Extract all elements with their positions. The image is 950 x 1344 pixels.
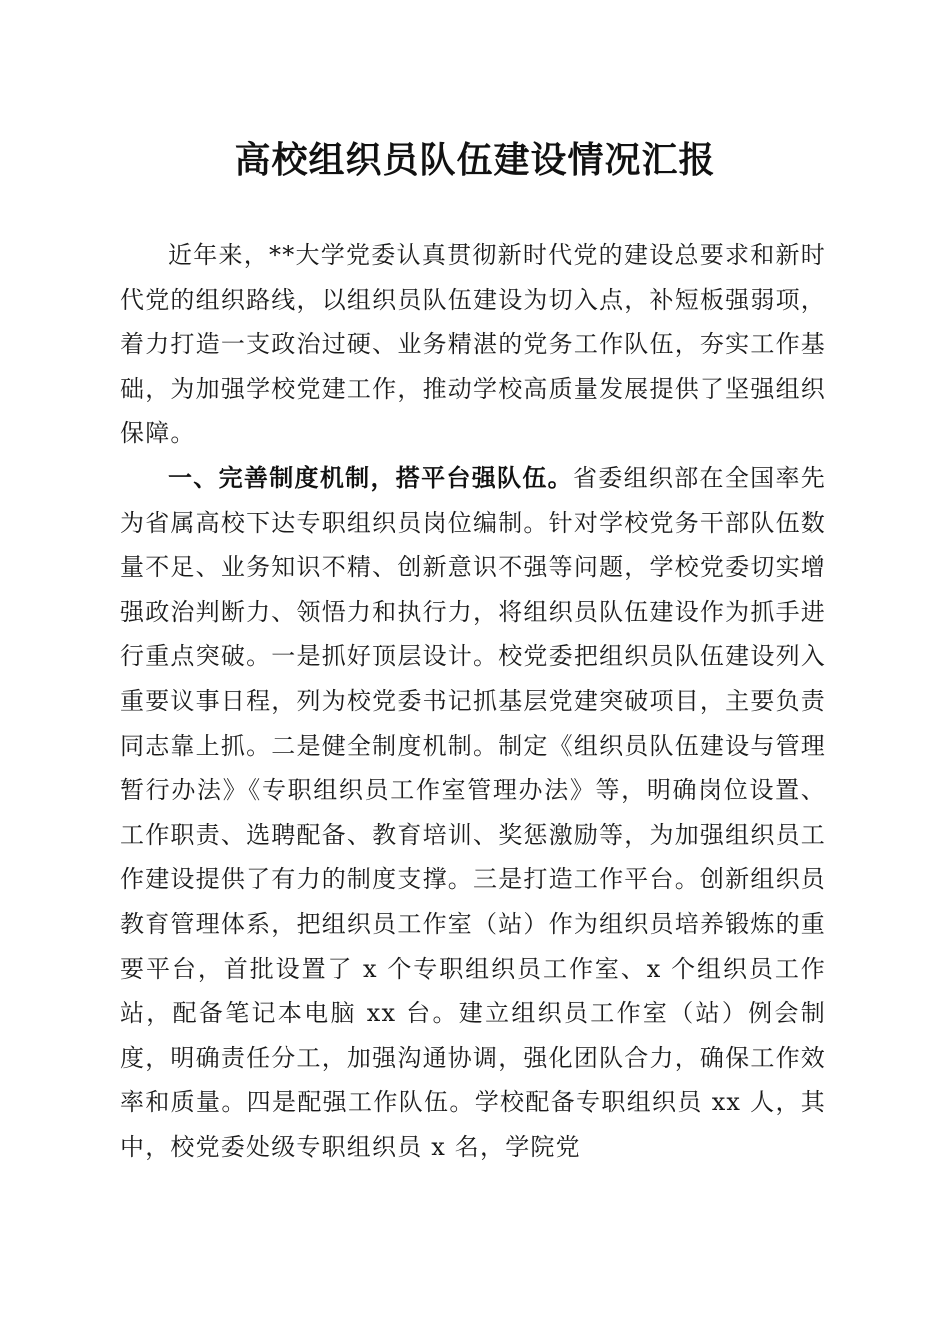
section-1-paragraph <box>120 456 826 1170</box>
section-1-body: 省委组织部在全国率先为省属高校下达专职组织员岗位编制。针对学校党务干部队伍数量不足、业务知识不精、创新意识不强等问题，学校党委切实增强政治判断力、领悟力和执行力，将组织员队伍建设作为抓手进行重点突破。一是抓好顶层设计。校党委把组织员队伍建设列入重要议事日程，列为校党委书记抓基层党建突破项目，主要负责同志靠上抓。二是健全制度机制。制定《组织员队伍建设与管理暂行办法》《专职组织员工作室管理办法》等，明确岗位设置、工作职责、选聘配备、教育培训、奖惩激励等，为加强组织员工作建设提供了有力的制度支撑。三是打造工作平台。创新组织员教育管理体系，把组织员工作室（站）作为组织员培养锻炼的重要平台，首批设置了 x 个专职组织员工作室、x 个组织员工作站，配备笔记本电脑 xx 台。建立组织员工作室（站）例会制度，明确责任分工，加强沟通协调，强化团队合力，确保工作效率和质量。四是配强工作队伍。学校配备专职组织员 xx 人，其中，校党委处级专职组织员 x 名，学院党 <box>120 463 827 1161</box>
section-1-heading: 一、完善制度机制，搭平台强队伍。 <box>168 463 573 492</box>
document-title: 高校组织员队伍建设情况汇报 <box>234 139 716 181</box>
intro-paragraph: 近年来，**大学党委认真贯彻新时代党的建设总要求和新时代党的组织路线，以组织员队伍建设为切入点，补短板强弱项，着力打造一支政治过硬、业务精湛的党务工作队伍，夯实工作基础，为加强学校党建工作，推动学校高质量发展提供了坚强组织保障。 <box>120 241 826 448</box>
document-body <box>120 233 826 1169</box>
